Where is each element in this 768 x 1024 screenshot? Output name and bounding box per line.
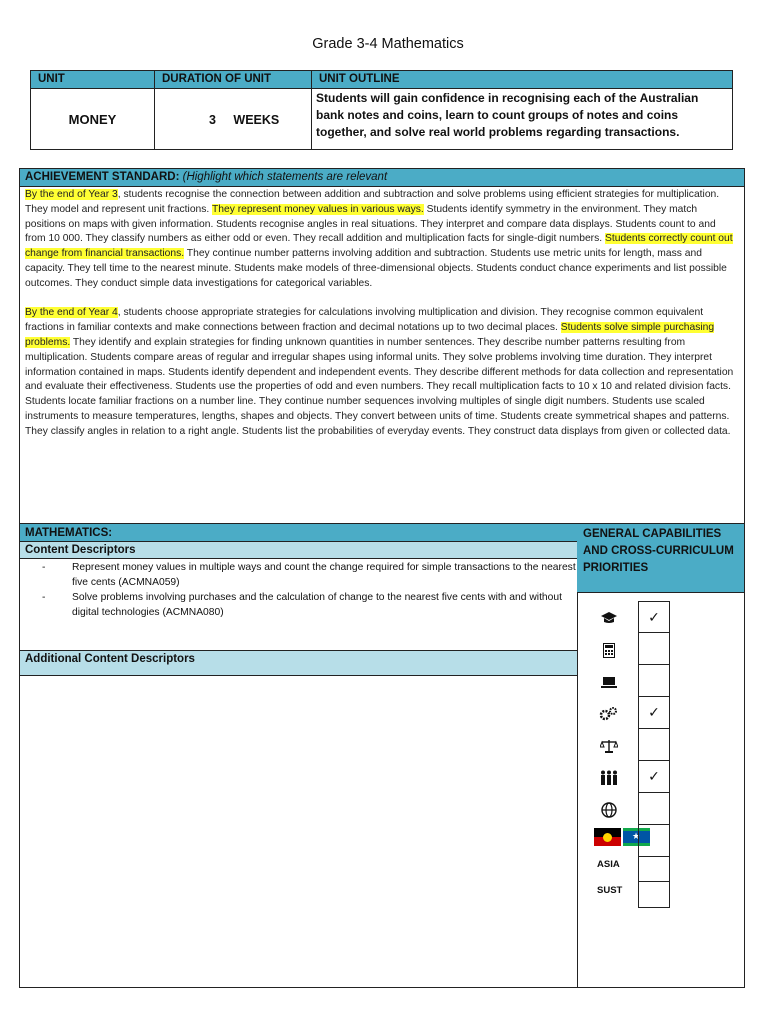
personal-social-checkbox[interactable]: ✓ [638,761,670,793]
year4-text-2: They identify and explain strategies for finding unknown quantities in number sentences. They describe number patterns resulting from multiplication. Students compare areas of regular and irregular shapes using informal units. They solve problems involving time duration. They interpret information contained in maps. Students identify dependent and independent events. They describe different methods for data collection and representation and evaluate their effectiveness. Students use the properties of odd and even numbers. They recall multiplication facts to 10 x 10 and related division facts. Students locate familiar fractions on a number line. They continue number sequences involving multiples of single digit numbers. Students use scaled instruments to measure temperatures, lengths, shapes and objects. They convert between units of time. Students create symmetrical shapes and patterns. They classify angles in relation to a right angle. Students list the probabilities of everyday events. They construct data displays from given or collected data. [25,336,734,437]
achievement-heading-instruction: (Highlight which statements are relevant [182,171,388,183]
content-descriptor-text: Represent money values in multiple ways and count the change required for simple transactions to the nearest five cents (ACMNA059) [72,562,576,588]
ethical-checkbox[interactable] [638,729,670,761]
capability-row-numeracy [577,633,745,665]
content-descriptors-list [20,559,577,650]
torres-strait-flag-icon: ★ [623,828,650,846]
critical-thinking-icon [597,704,621,724]
year4-highlight-1: Students solve simple purchasing problems. [25,322,715,348]
mathematics-column [20,524,578,987]
numeracy-checkbox[interactable] [638,633,670,665]
intercultural-checkbox[interactable] [638,793,670,825]
outline-value: Students will gain confidence in recognising each of the Australian bank notes and coins, learn to count groups of notes and coins together, and solve real world problems regarding transactions. [316,91,699,139]
year4-text-1: , students choose appropriate strategies for calculations involving multiplication and division. They recognise common equivalent fractions in familiar contexts and make connections between fraction and decimal notations up to two decimal places. [25,307,704,334]
sust-label: SUST [597,885,623,896]
unit-value: MONEY [31,89,155,150]
capability-row-ict [577,665,745,697]
unit-table-row [31,89,732,150]
year3-text-3: They continue number patterns involving addition and subtraction. Students use metric units for length, mass and capacity. They tell time to the nearest minute. Students make models of three-dimensional objects. Students conduct chance experiments and list possible outcomes. They conduct simple data investigations for categorical variables. [25,248,727,289]
document-title: Grade 3-4 Mathematics [312,36,464,52]
intercultural-icon [597,800,621,820]
personal-social-icon [597,768,621,788]
duration-value: 3 WEEKS [155,89,312,150]
outline-header: UNIT OUTLINE [319,73,400,85]
capability-row-personal-social [577,761,745,793]
achievement-standard-box [19,168,745,524]
year4-paragraph [25,306,738,439]
list-item: - Represent money values in multiple ways and count the change required for simple transactions to the nearest five cents (ACMNA059) [42,561,577,590]
list-item: - Solve problems involving purchases and the calculation of change to the nearest five cents with and without digital technologies (ACMNA080) [42,591,577,620]
content-descriptor-text: Solve problems involving purchases and the calculation of change to the nearest five cents with and without digital technologies (ACMNA080) [72,592,562,618]
additional-content-heading: Additional Content Descriptors [20,650,577,676]
year3-paragraph [25,188,738,292]
literacy-checkbox[interactable]: ✓ [638,601,670,633]
unit-header: UNIT [31,71,155,88]
ethical-understanding-icon [597,736,621,756]
ict-checkbox[interactable] [638,665,670,697]
capability-row-ethical [577,729,745,761]
capability-row-critical-thinking [577,697,745,729]
achievement-heading [20,169,744,187]
capability-row-sust [577,876,745,908]
capability-row-intercultural [577,793,745,825]
year4-lead-highlight: By the end of Year 4 [25,307,118,319]
year3-highlight-2: Students correctly count out change from financial transactions. [25,233,733,260]
achievement-text [20,187,744,440]
numeracy-icon [597,640,621,660]
critical-thinking-checkbox[interactable]: ✓ [638,697,670,729]
achievement-heading-label: ACHIEVEMENT STANDARD: [25,171,180,183]
year3-text-1: , students recognise the connection between addition and subtraction and solve problems using efficient strategies for multiplication. They model and represent unit fractions. [25,189,720,215]
year3-highlight-1: They represent money values in various ways. [211,203,424,215]
literacy-icon [597,608,621,628]
sust-checkbox[interactable] [638,876,670,908]
capabilities-column [577,524,744,987]
mathematics-heading: MATHEMATICS: [20,524,577,542]
asia-label: ASIA [597,859,620,870]
mathematics-section [19,524,745,988]
unit-table [30,70,733,150]
content-descriptors-heading: Content Descriptors [20,542,577,559]
duration-header: DURATION OF UNIT [155,71,312,88]
capabilities-heading: GENERAL CAPABILITIES AND CROSS-CURRICULUM PRIORITIES [577,524,744,593]
year3-lead-highlight: By the end of Year 3 [25,189,118,200]
aboriginal-flag-icon [594,828,621,846]
unit-table-header [31,71,732,89]
year3-text-2: Students identify symmetry in the environment. They match positions on maps with given information. Students recognise angles in real situations. They interpret and compare data displays. Students count to and from 10 000. They classify numbers as either odd or even. They recall addition and multiplication facts for single-digit numbers. [25,203,716,245]
capability-row-literacy [577,601,745,633]
ict-icon [597,672,621,692]
